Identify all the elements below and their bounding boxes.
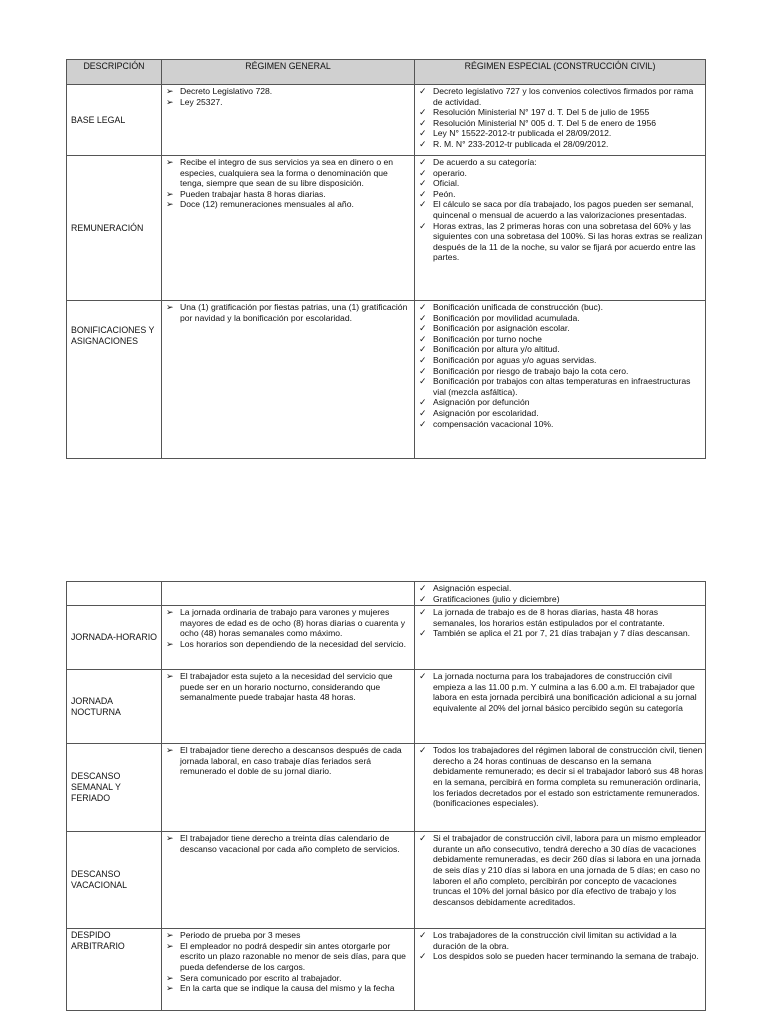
header-regimen-general: RÉGIMEN GENERAL — [162, 60, 415, 85]
table-row — [67, 744, 706, 832]
bullet-list — [164, 671, 412, 703]
bullet-list — [164, 745, 412, 777]
bullet-list — [164, 607, 412, 649]
especial-cell — [415, 85, 706, 156]
especial-cell — [415, 744, 706, 832]
especial-cell — [415, 832, 706, 929]
especial-cell — [415, 582, 706, 606]
especial-cell — [415, 301, 706, 459]
header-descripcion: DESCRIPCIÓN — [67, 60, 162, 85]
row-label: BASE LEGAL — [67, 85, 162, 156]
general-cell — [162, 929, 415, 1011]
list-item: ✓ Horas extras, las 2 primeras horas con una sobretasa del 60% y las siguientes con una sobretasa del 100%. Si las horas extras se realizan después de la 11 de la noche, su valor se fijará por acuerdo entre las partes. — [417, 221, 703, 263]
bullet-list — [164, 302, 412, 323]
comparison-table-1 — [66, 59, 706, 459]
list-item: ✓ Asignación por defunción — [417, 397, 703, 408]
list-item: ✓ Si el trabajador de construcción civil, labora para un mismo empleador durante un año consecutivo, tendrá derecho a 30 días de vacaciones debidamente remuneradas, es decir 260 días si labora en una jornada de seis días y 210 días si labora en una jornada de 5 días; en caso no laboren el año completo, percibirán por concepto de vacaciones truncas el 10% del jornal básico por día efectivo de trabajo y los descansos debidamente acreditados. — [417, 833, 703, 907]
bullet-list — [417, 302, 703, 429]
list-item: ✓ Bonificación por aguas y/o aguas servidas. — [417, 355, 703, 366]
list-item: ✓ Oficial. — [417, 178, 703, 189]
bullet-list — [417, 671, 703, 713]
table-row — [67, 832, 706, 929]
bullet-list — [164, 86, 412, 107]
row-label: JORNADA-HORARIO — [67, 606, 162, 670]
list-item: ✓ La jornada de trabajo es de 8 horas diarias, hasta 48 horas semanales, los horarios están estipulados por el contratante. — [417, 607, 703, 628]
list-item: ✓ Los despidos solo se pueden hacer terminando la semana de trabajo. — [417, 951, 703, 962]
especial-cell — [415, 156, 706, 301]
row-label: REMUNERACIÓN — [67, 156, 162, 301]
bullet-list — [417, 745, 703, 809]
list-item: ✓ Bonificación por turno noche — [417, 334, 703, 345]
list-item: ➢ Una (1) gratificación por fiestas patrias, una (1) gratificación por navidad y la bonificación por escolaridad. — [164, 302, 412, 323]
list-item: ✓ Resolución Ministerial N° 005 d. T. Del 5 de enero de 1956 — [417, 118, 703, 129]
list-item: ➢ Doce (12) remuneraciones mensuales al año. — [164, 199, 412, 210]
list-item: ✓ Resolución Ministerial N° 197 d. T. Del 5 de julio de 1955 — [417, 107, 703, 118]
row-label: DESCANSO SEMANAL Y FERIADO — [67, 744, 162, 832]
list-item: ✓ Bonificación unificada de construcción (buc). — [417, 302, 703, 313]
list-item: ➢ El trabajador tiene derecho a treinta días calendario de descanso vacacional por cada año completo de servicios. — [164, 833, 412, 854]
list-item: ✓ Bonificación por riesgo de trabajo bajo la cota cero. — [417, 366, 703, 377]
list-item: ➢ Ley 25327. — [164, 97, 412, 108]
list-item: ➢ El trabajador esta sujeto a la necesidad del servicio que puede ser en un horario nocturno, considerando que semanalmente puede trabajar hasta 48 horas. — [164, 671, 412, 703]
list-item: ➢ El trabajador tiene derecho a descansos después de cada jornada laboral, en caso trabaje días feriados será remunerado el doble de su jornal diario. — [164, 745, 412, 777]
table-row — [67, 670, 706, 744]
bullet-list — [417, 86, 703, 150]
bullet-list — [164, 833, 412, 854]
list-item: ✓ Todos los trabajadores del régimen laboral de construcción civil, tienen derecho a 24 horas continuas de descanso en la semana debidamente remunerado; es decir si el trabajador laboró sus 48 horas en la semana, percibirá en forma completa su remuneración ordinaria, los feriados decretados por el estado son estrictamente remunerados. (bonificaciones especiales). — [417, 745, 703, 809]
list-item: ✓ Decreto legislativo 727 y los convenios colectivos firmados por rama de actividad. — [417, 86, 703, 107]
comparison-table-2 — [66, 581, 706, 1011]
list-item: ✓ compensación vacacional 10%. — [417, 419, 703, 430]
bullet-list — [417, 157, 703, 263]
especial-cell — [415, 606, 706, 670]
general-cell — [162, 582, 415, 606]
bullet-list — [164, 157, 412, 210]
header-regimen-especial: RÉGIMEN ESPECIAL (CONSTRUCCIÓN CIVIL) — [415, 60, 706, 85]
table-row — [67, 606, 706, 670]
list-item: ➢ Los horarios son dependiendo de la necesidad del servicio. — [164, 639, 412, 650]
table-header-row — [67, 60, 706, 85]
list-item: ✓ operario. — [417, 168, 703, 179]
list-item: ✓ De acuerdo a su categoría: — [417, 157, 703, 168]
list-item: ➢ Recibe el integro de sus servicios ya sea en dinero o en especies, cualquiera sea la forma o denominación que tenga, siempre que sean de su libre disposición. — [164, 157, 412, 189]
especial-cell — [415, 670, 706, 744]
table-row — [67, 582, 706, 606]
general-cell — [162, 670, 415, 744]
row-label: JORNADA NOCTURNA — [67, 670, 162, 744]
general-cell — [162, 832, 415, 929]
list-item: ➢ Sera comunicado por escrito al trabajador. — [164, 973, 412, 984]
row-label: DESPIDO ARBITRARIO — [67, 929, 162, 1011]
general-cell — [162, 301, 415, 459]
list-item: ✓ La jornada nocturna para los trabajadores de construcción civil empieza a las 11.00 p.m. Y culmina a las 6.00 a.m. El trabajador que labora en esta jornada percibirá una bonificación adicional a su jornal equivalente al 20% del jornal básico percibido según su categoría — [417, 671, 703, 713]
list-item: ➢ La jornada ordinaria de trabajo para varones y mujeres mayores de edad es de ocho (8) horas diarias o cuarenta y ocho (48) horas semanales como máximo. — [164, 607, 412, 639]
table-row — [67, 929, 706, 1011]
list-item: ✓ Asignación por escolaridad. — [417, 408, 703, 419]
list-item: ➢ Pueden trabajar hasta 8 horas diarias. — [164, 189, 412, 200]
bullet-list — [164, 930, 412, 994]
row-label — [67, 582, 162, 606]
table-row — [67, 156, 706, 301]
bullet-list — [417, 583, 703, 604]
list-item: ✓ Bonificación por movilidad acumulada. — [417, 313, 703, 324]
row-label: DESCANSO VACACIONAL — [67, 832, 162, 929]
list-item: ✓ Bonificación por altura y/o altitud. — [417, 344, 703, 355]
bullet-list — [417, 833, 703, 907]
general-cell — [162, 85, 415, 156]
list-item: ✓ R. M. N° 233-2012-tr publicada el 28/09/2012. — [417, 139, 703, 150]
list-item: ➢ El empleador no podrá despedir sin antes otorgarle por escrito un plazo razonable no menor de seis días, para que pueda defenderse de los cargos. — [164, 941, 412, 973]
list-item: ✓ Peón. — [417, 189, 703, 200]
list-item: ✓ Los trabajadores de la construcción civil limitan su actividad a la duración de la obra. — [417, 930, 703, 951]
list-item: ✓ Gratificaciones (julio y diciembre) — [417, 594, 703, 605]
list-item: ✓ Bonificación por asignación escolar. — [417, 323, 703, 334]
general-cell — [162, 606, 415, 670]
table-row — [67, 85, 706, 156]
general-cell — [162, 744, 415, 832]
list-item: ➢ Periodo de prueba por 3 meses — [164, 930, 412, 941]
list-item: ✓ El cálculo se saca por día trabajado, los pagos pueden ser semanal, quincenal o mensual de acuerdo a las valorizaciones presentadas. — [417, 199, 703, 220]
list-item: ➢ Decreto Legislativo 728. — [164, 86, 412, 97]
table-row — [67, 301, 706, 459]
bullet-list — [417, 930, 703, 962]
especial-cell — [415, 929, 706, 1011]
list-item: ✓ Asignación especial. — [417, 583, 703, 594]
list-item: ✓ Ley N° 15522-2012-tr publicada el 28/09/2012. — [417, 128, 703, 139]
list-item: ✓ También se aplica el 21 por 7, 21 días trabajan y 7 días descansan. — [417, 628, 703, 639]
row-label: BONIFICACIONES Y ASIGNACIONES — [67, 301, 162, 459]
general-cell — [162, 156, 415, 301]
list-item: ✓ Bonificación por trabajos con altas temperaturas en infraestructuras vial (mezcla asfáltica). — [417, 376, 703, 397]
list-item: ➢ En la carta que se indique la causa del mismo y la fecha — [164, 983, 412, 994]
bullet-list — [417, 607, 703, 639]
